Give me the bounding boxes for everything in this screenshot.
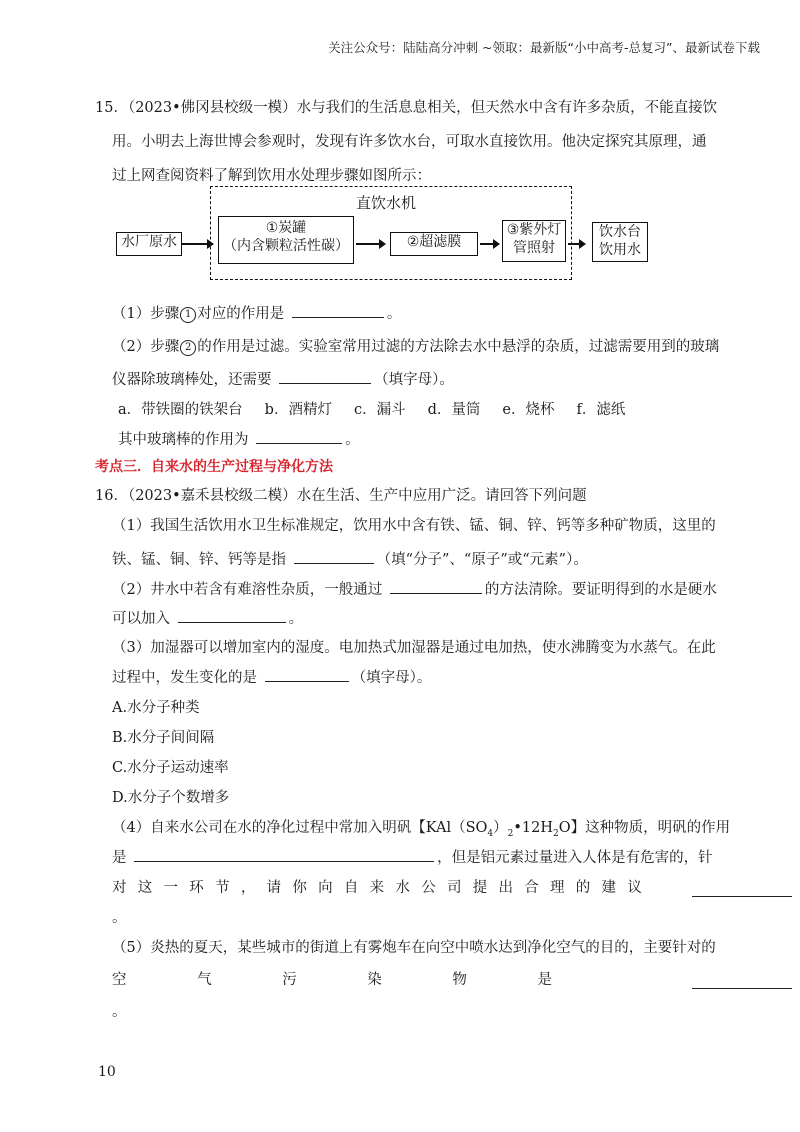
- q16-part4-line3-char: 公: [421, 880, 436, 896]
- step3-number: ③: [506, 222, 520, 238]
- step3-box: [502, 220, 566, 262]
- q16-part1-text: 铁、锰、铜、锌、钙等是指: [112, 552, 286, 568]
- option-b: b．酒精灯: [264, 402, 332, 418]
- q15-part1: [112, 302, 401, 323]
- q16-part4-line3-char: 节: [215, 880, 230, 896]
- q16-part4-spread-text: [112, 876, 642, 897]
- step1-number: ①: [265, 220, 279, 236]
- q16-part5-spread-text: [112, 968, 552, 989]
- arrow-step3-to-output: [568, 243, 584, 245]
- q16-part5-line2-char: 空: [112, 972, 127, 988]
- circled-number-2: 2: [180, 340, 196, 356]
- section-title: 考点三．自来水的生产过程与净化方法: [95, 459, 333, 475]
- q15-part1-end: 。: [386, 306, 402, 322]
- q16-part4-line3-char: 自: [343, 880, 359, 896]
- q16-line1: 16．（2023•嘉禾县校级二模）水在生活、生产中应用广泛。请回答下列问题: [95, 488, 587, 504]
- q16-part1-line1: （1）我国生活饮用水卫生标准规定，饮用水中含有铁、锰、铜、锌、钙等多种矿物质，这里的: [112, 518, 716, 534]
- q16-part2-line1: [112, 578, 717, 599]
- q16-part4-line3-char: 合: [524, 880, 539, 896]
- answer-blank-q16-5[interactable]: [134, 847, 434, 862]
- q15-part2-line2: [112, 368, 454, 389]
- q16-option-a: A.水分子种类: [112, 700, 200, 716]
- q16-part5-line1: （5）炎热的夏天，某些城市的街道上有雾炮车在向空中喷水达到净化空气的目的，主要针对的: [112, 940, 716, 956]
- q16-part4-line3-char: 向: [318, 880, 333, 896]
- subscript-4: 4: [487, 828, 494, 839]
- source-label: 水厂原水: [121, 234, 177, 250]
- answer-blank-q15-2[interactable]: [279, 369, 371, 384]
- step1-box: [218, 216, 354, 264]
- q16-part4-line3: [112, 876, 795, 897]
- q16-part2-line2: [112, 607, 303, 628]
- q16-part5-line2-char: 染: [367, 972, 382, 988]
- q15-part1-text-b: 对应的作用是: [197, 306, 285, 322]
- machine-title: 直饮水机: [352, 192, 420, 213]
- step1-title: 炭罐: [278, 220, 307, 236]
- q15-part2-line2-end: （填字母）。: [374, 372, 454, 388]
- q16-part2-text-c: 可以加入: [112, 611, 170, 627]
- q16-part4-line2-text-a: 是: [112, 850, 127, 866]
- q16-part4-line1: [112, 816, 730, 839]
- q16-part3-line2: [112, 666, 431, 687]
- q16-part4-line2-text-b: ，但是铝元素过量进入人体是有危害的，针: [437, 850, 713, 866]
- q16-part4-line3-char: 这: [137, 880, 153, 896]
- option-c: c．漏斗: [353, 402, 406, 418]
- q16-part4-line3-char: 水: [395, 880, 410, 896]
- circled-number-1: 1: [180, 307, 196, 323]
- answer-blank-q16-3[interactable]: [178, 608, 286, 623]
- q16-part4-line3-char: 司: [446, 880, 462, 896]
- answer-blank-q16-2[interactable]: [390, 579, 482, 594]
- q15-part2: [112, 335, 719, 356]
- q16-part2-text-b: 的方法清除。要证明得到的水是硬水: [484, 582, 717, 598]
- arrow-step2-to-step3: [480, 243, 498, 245]
- q16-part4-end: 。: [112, 910, 127, 926]
- q16-part4-line3-char: 请: [266, 880, 282, 896]
- step3-title: 紫外灯: [519, 222, 562, 238]
- water-treatment-diagram: [112, 186, 692, 282]
- q15-options: [118, 398, 647, 419]
- q16-part4-line3-char: 一: [163, 880, 179, 896]
- q16-part4-text-c: O】这种物质，明矾的作用: [558, 820, 731, 836]
- q16-part4-line3-char: 议: [627, 880, 642, 896]
- q15-line1: 15．（2023•佛冈县校级一模）水与我们的生活息息相关，但天然水中含有许多杂质，不能直接饮: [95, 100, 718, 116]
- q16-part3-line1: （3）加湿器可以增加室内的湿度。电加热式加湿器是通过电加热，使水沸腾变为水蒸气。在此: [112, 640, 716, 656]
- q16-part4-line3-char: 环: [189, 880, 204, 896]
- q15-part2-line2-text: 仪器除玻璃棒处，还需要: [112, 372, 272, 388]
- q16-option-d: D.水分子个数增多: [112, 790, 230, 806]
- q16-option-c: C.水分子运动速率: [112, 760, 229, 776]
- page-header: 关注公众号：陆陆高分冲刺 ~领取：最新版“小中高考-总复习”、最新试卷下载: [328, 40, 760, 55]
- q16-part4-line3-char: ，: [240, 880, 256, 896]
- output-box: [592, 222, 648, 262]
- q16-part4-line3-char: 的: [575, 880, 591, 896]
- q15-part3-text: 其中玻璃棒的作用为: [118, 432, 249, 448]
- q15-part3: [118, 428, 360, 449]
- q15-part2-text-a: （2）步骤: [112, 339, 180, 355]
- q15-line3: 过上网查阅资料了解到饮用水处理步骤如图所示：: [112, 168, 431, 184]
- q16-part1-end: （填“分子”、“原子”或“元素”）。: [376, 552, 588, 568]
- option-a: a．带铁圈的铁架台: [118, 402, 243, 418]
- answer-blank-q16-4[interactable]: [265, 667, 349, 682]
- q16-part1-line2: [112, 548, 588, 569]
- q16-part4-line3-char: 对: [112, 880, 127, 896]
- output-detail: 饮用水: [599, 242, 641, 258]
- q16-part4-text-a: （4）自来水公司在水的净化过程中常加入明矾【KAl（SO: [112, 820, 488, 836]
- q16-option-b: B.水分子间间隔: [112, 730, 215, 746]
- answer-blank-q16-6[interactable]: [692, 882, 792, 897]
- option-e: e．烧杯: [502, 402, 555, 418]
- q16-part2-end: 。: [288, 611, 304, 627]
- answer-blank-q16-7[interactable]: [692, 974, 792, 989]
- answer-blank-q15-1[interactable]: [292, 303, 384, 318]
- step2-number: ②: [406, 234, 420, 250]
- q16-part3-end: （填字母）。: [351, 670, 432, 686]
- q15-part3-end: 。: [345, 432, 360, 448]
- subscript-2a: 2: [507, 828, 514, 839]
- q16-part5-line2-char: 气: [197, 972, 212, 988]
- subscript-2b: 2: [553, 828, 559, 839]
- step2-label: 超滤膜: [419, 234, 462, 250]
- option-d: d．量筒: [427, 402, 481, 418]
- arrow-step1-to-step2: [356, 243, 384, 245]
- answer-blank-q16-1[interactable]: [294, 549, 374, 564]
- source-box: [116, 232, 182, 256]
- q16-part5-line2-char: 污: [282, 972, 297, 988]
- q15-part2-text-b: 的作用是过滤。实验室常用过滤的方法除去水中悬浮的杂质，过滤需要用到的玻璃: [197, 339, 720, 355]
- q16-part4-line3-char: 你: [292, 880, 307, 896]
- q16-part4-line3-char: 出: [498, 880, 513, 896]
- answer-blank-q15-3[interactable]: [256, 429, 342, 444]
- q16-part2-text-a: （2）井水中若含有难溶性杂质，一般通过: [112, 582, 383, 598]
- q16-part5-line2-char: 是: [537, 972, 552, 988]
- option-f: f．滤纸: [576, 402, 626, 418]
- page-number: 10: [98, 1064, 116, 1080]
- q16-part3-text: 过程中，发生变化的是: [112, 670, 257, 686]
- q16-part5-end: 。: [112, 1004, 127, 1020]
- arrow-source-to-step1: [182, 243, 212, 245]
- q15-part1-text-a: （1）步骤: [112, 306, 180, 322]
- q16-part4-paren: ）: [493, 820, 508, 836]
- q16-part5-line2-char: 物: [452, 972, 467, 988]
- q16-part4-line3-char: 建: [601, 880, 617, 896]
- output-title: 饮水台: [599, 224, 641, 240]
- q16-part4-line3-char: 来: [369, 880, 385, 896]
- q16-part4-line3-char: 提: [472, 880, 488, 896]
- q16-part4-line2: [112, 846, 713, 867]
- step3-detail: 管照射: [513, 240, 555, 256]
- q15-line2: 用。小明去上海世博会参观时，发现有许多饮水台，可取水直接饮用。他决定探究其原理，通: [112, 134, 707, 150]
- step2-box: [390, 232, 478, 256]
- q16-part4-line3-char: 理: [550, 880, 565, 896]
- q16-part5-line2: [112, 968, 795, 989]
- q16-part4-text-b: •12H: [513, 820, 554, 836]
- step1-detail: （内含颗粒活性碳）: [223, 238, 349, 254]
